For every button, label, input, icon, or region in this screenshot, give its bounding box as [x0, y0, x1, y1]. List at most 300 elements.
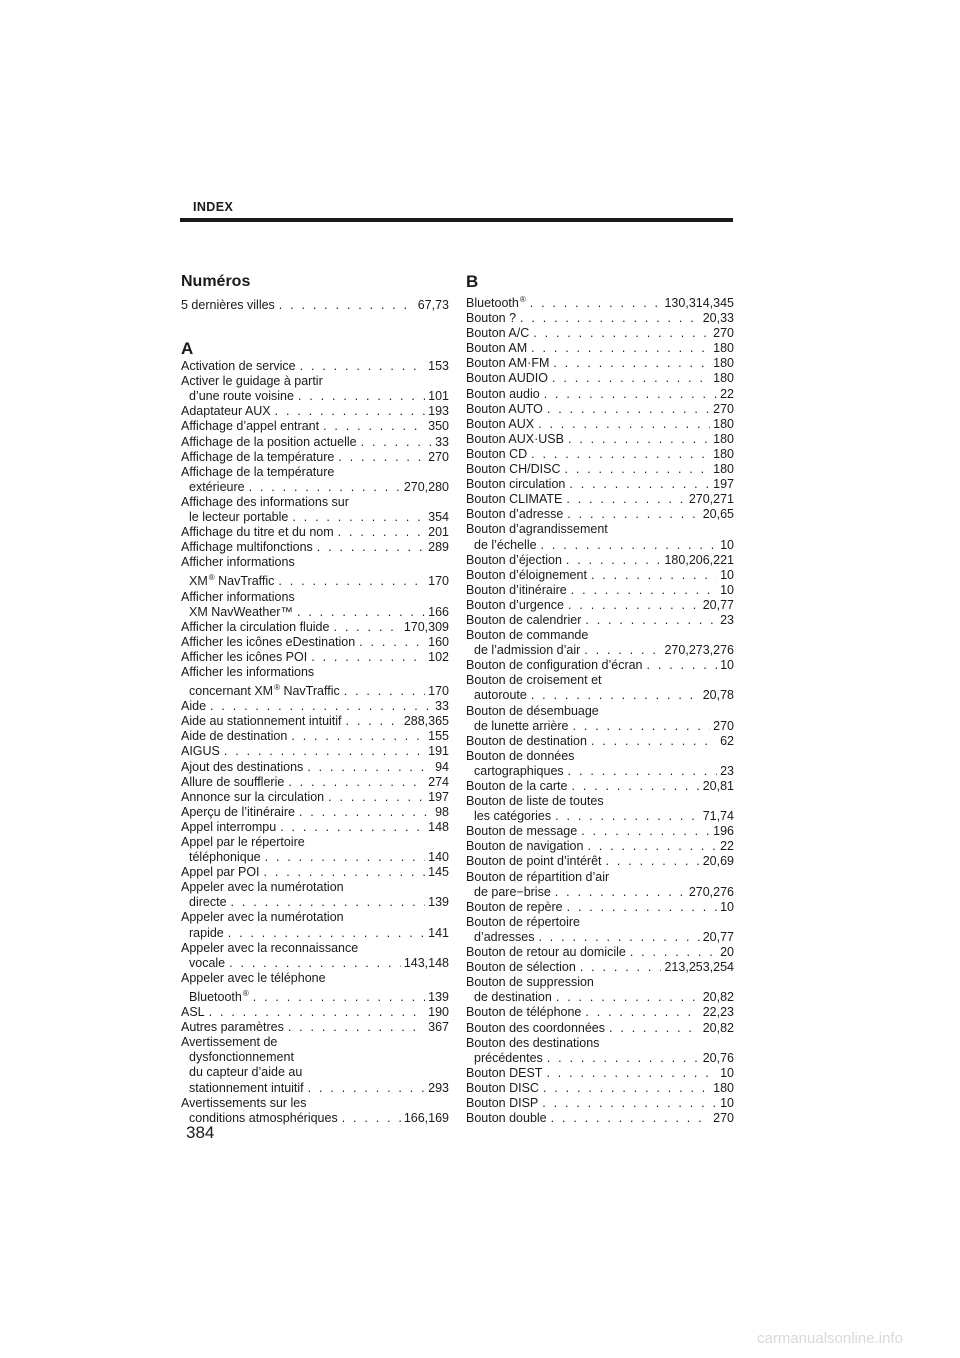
index-entry-line [181, 1020, 449, 1035]
index-term: Bouton CLIMATE [466, 492, 563, 507]
page-references: 270,273,276 [664, 643, 734, 658]
index-entry-line [466, 990, 734, 1005]
index-entry-line [181, 820, 449, 835]
page-references: 141 [428, 925, 449, 940]
index-entry [466, 673, 734, 703]
index-entry-line [466, 613, 734, 628]
page-references: 94 [435, 759, 449, 774]
dot-leader [338, 1111, 401, 1126]
index-entry [181, 729, 449, 744]
page-references: 160 [428, 634, 449, 649]
page-references: 270 [713, 326, 734, 341]
header-rule [180, 218, 733, 222]
page-references: 180 [713, 356, 734, 371]
index-entry-line [466, 583, 734, 598]
index-entry-line-continued [181, 1065, 449, 1080]
dot-leader [643, 658, 718, 673]
index-term: de l’échelle [474, 537, 537, 552]
dot-leader [340, 684, 425, 699]
page-references: 153 [428, 359, 449, 374]
index-entry-line [181, 680, 449, 699]
index-entry [466, 839, 734, 854]
index-term: Appeler avec la numérotation [181, 910, 344, 925]
index-entry-line-continued [181, 555, 449, 570]
index-term: stationnement intuitif [189, 1080, 304, 1095]
index-term: Bouton AM [466, 341, 528, 356]
index-term: Ajout des destinations [181, 759, 304, 774]
dot-leader [205, 1005, 426, 1020]
index-entry [466, 960, 734, 975]
section-heading: B [466, 272, 479, 291]
page-references: 170 [428, 574, 449, 589]
index-entry-line [466, 462, 734, 477]
index-term: Aide au stationnement intuitif [181, 714, 342, 729]
dot-leader [565, 477, 710, 492]
index-entry [181, 880, 449, 910]
index-term: Bouton d’éjection [466, 552, 562, 567]
page-references: 139 [428, 895, 449, 910]
index-entry [181, 555, 449, 589]
index-entry [466, 292, 734, 311]
page-references: 180 [713, 446, 734, 461]
dot-leader [342, 714, 401, 729]
index-term: Autres paramètres [181, 1020, 284, 1035]
dot-leader [538, 1096, 717, 1111]
page-references: 289 [428, 540, 449, 555]
index-entry-line-continued [466, 704, 734, 719]
index-entry [466, 462, 734, 477]
index-entry [181, 699, 449, 714]
index-term: Adaptateur AUX [181, 404, 271, 419]
index-entry [466, 326, 734, 341]
dot-leader [562, 553, 662, 568]
dot-leader [534, 417, 710, 432]
index-entry [466, 402, 734, 417]
index-term: Affichage de la position actuelle [181, 434, 357, 449]
index-entry-line [466, 341, 734, 356]
index-entry-line-continued [181, 941, 449, 956]
dot-leader [227, 895, 426, 910]
index-entry-line [181, 635, 449, 650]
dot-leader [275, 298, 415, 313]
index-term: du capteur d’aide au [189, 1065, 303, 1080]
index-entry-line [466, 553, 734, 568]
page-references: 20,77 [702, 929, 734, 944]
index-entry [466, 779, 734, 794]
index-entry [466, 522, 734, 552]
page-references: 33 [435, 434, 449, 449]
dot-leader [225, 956, 401, 971]
page-references: 139 [428, 989, 449, 1004]
index-entry-line [466, 1081, 734, 1096]
index-entry-line [466, 492, 734, 507]
dot-leader [581, 1005, 699, 1020]
index-term: Appeler avec la reconnaissance [181, 940, 359, 955]
dot-leader [548, 371, 710, 386]
index-entry-line [466, 292, 734, 311]
index-term: Affichage multifonctions [181, 540, 313, 555]
page-references: 148 [428, 819, 449, 834]
dot-leader [626, 945, 717, 960]
index-entry-line [181, 570, 449, 589]
dot-leader [303, 760, 432, 775]
index-entry-line [181, 790, 449, 805]
index-entry-line-continued [181, 590, 449, 605]
index-entry-line [181, 1111, 449, 1126]
index-term: XM® NavTraffic [189, 573, 275, 589]
index-entry [181, 635, 449, 650]
index-entry-line [466, 945, 734, 960]
index-term: autoroute [474, 688, 527, 703]
dot-leader [567, 779, 699, 794]
index-term: Bouton DISP [466, 1095, 539, 1110]
watermark-text: carmanualsonline.info [757, 1330, 903, 1347]
dot-leader [549, 356, 710, 371]
dot-leader [206, 699, 432, 714]
index-entry [181, 820, 449, 835]
section-heading: Numéros [181, 273, 251, 290]
index-entry-line [466, 432, 734, 447]
index-entry [466, 417, 734, 432]
index-entry-line [181, 450, 449, 465]
page-references: 166,169 [403, 1110, 449, 1125]
index-entry-line [181, 760, 449, 775]
dot-leader [245, 480, 401, 495]
dot-leader [293, 605, 425, 620]
index-term: ASL [181, 1005, 205, 1020]
index-entry [181, 805, 449, 820]
index-entry [466, 915, 734, 945]
index-entry [181, 1035, 449, 1095]
index-entry-line [466, 930, 734, 945]
page-references: 22 [720, 839, 734, 854]
dot-leader [581, 613, 717, 628]
index-term: Bouton CD [466, 446, 528, 461]
index-term: Avertissements sur les [181, 1095, 307, 1110]
index-term: Affichage de la température [181, 464, 335, 479]
index-entry-line [466, 477, 734, 492]
index-entry [466, 1005, 734, 1020]
index-term: Bouton d’éloignement [466, 567, 587, 582]
page-references: 98 [435, 804, 449, 819]
index-term: Bouton de calendrier [466, 612, 582, 627]
dot-leader [295, 805, 432, 820]
index-term: Bouton de répartition d’air [466, 869, 610, 884]
index-entry [466, 628, 734, 658]
index-entry-line-continued [466, 794, 734, 809]
index-entry-line [181, 865, 449, 880]
index-entry-line [466, 734, 734, 749]
index-entry [466, 794, 734, 824]
index-entry-line [466, 764, 734, 779]
page-references: 10 [720, 1095, 734, 1110]
index-entry [466, 1081, 734, 1096]
index-entry-line [181, 510, 449, 525]
dot-leader [529, 326, 710, 341]
index-entry [466, 945, 734, 960]
index-term: précédentes [474, 1050, 543, 1065]
index-entry-line [181, 956, 449, 971]
index-term: Afficher informations [181, 589, 295, 604]
index-entry-line [466, 1096, 734, 1111]
registered-mark: ® [274, 683, 280, 693]
index-entry-line-continued [466, 975, 734, 990]
dot-leader [543, 402, 710, 417]
index-entry [466, 356, 734, 371]
page-references: 10 [720, 899, 734, 914]
index-term: Bouton de liste de toutes [466, 794, 604, 809]
index-term: Affichage de la température [181, 449, 335, 464]
page-references: 170 [428, 684, 449, 699]
index-entry [181, 525, 449, 540]
dot-leader [547, 1111, 711, 1126]
page-references: 23 [720, 612, 734, 627]
index-term: Bouton de téléphone [466, 1005, 582, 1020]
index-term: Bluetooth® [466, 295, 526, 310]
index-term: Bluetooth® [189, 988, 249, 1004]
index-entry-line [466, 1005, 734, 1020]
index-term: Allure de soufflerie [181, 774, 285, 789]
page-references: 354 [428, 510, 449, 525]
page-references: 270,271 [688, 492, 734, 507]
index-term: de pare−brise [474, 884, 551, 899]
dot-leader [534, 930, 699, 945]
index-entry-line [181, 729, 449, 744]
index-entry [466, 387, 734, 402]
index-entry-line [466, 688, 734, 703]
index-entry-line [181, 359, 449, 374]
index-term: Appel par POI [181, 865, 260, 880]
index-term: Bouton de désembuage [466, 703, 599, 718]
index-entry-line-continued [181, 910, 449, 925]
index-entry-line-continued [181, 971, 449, 986]
index-entry-line [466, 1066, 734, 1081]
dot-leader [543, 1051, 700, 1066]
dot-leader [284, 775, 425, 790]
page-references: 180 [713, 431, 734, 446]
index-term: téléphonique [189, 850, 261, 865]
dot-leader [319, 419, 425, 434]
registered-mark: ® [242, 988, 249, 998]
page-references: 180,206,221 [664, 552, 734, 567]
index-term: cartographiques [474, 763, 564, 778]
dot-leader [516, 311, 700, 326]
page-references: 180 [713, 341, 734, 356]
index-entry-line-continued [466, 522, 734, 537]
index-term: Bouton circulation [466, 477, 566, 492]
dot-leader [564, 432, 710, 447]
index-term: Bouton de message [466, 824, 578, 839]
index-term: Bouton de commande [466, 628, 589, 643]
index-term: Bouton ? [466, 311, 517, 326]
index-term: Appel par le répertoire [181, 835, 305, 849]
index-entry [181, 374, 449, 404]
dot-leader [355, 635, 425, 650]
index-entry-line [466, 402, 734, 417]
index-entry [181, 714, 449, 729]
page-references: 22,23 [702, 1005, 734, 1020]
index-term: Afficher les informations [181, 664, 315, 679]
index-term: Bouton AUTO [466, 401, 543, 416]
index-term: Bouton des destinations [466, 1035, 600, 1050]
index-term: Activation de service [181, 359, 296, 374]
page-references: 166 [428, 604, 449, 619]
index-entry-line [466, 885, 734, 900]
dot-leader [287, 729, 425, 744]
page-references: 10 [720, 582, 734, 597]
index-entry [181, 620, 449, 635]
index-term: rapide [189, 925, 224, 940]
page-references: 180 [713, 462, 734, 477]
index-entry [466, 900, 734, 915]
index-entry-line [466, 854, 734, 869]
index-entry [181, 359, 449, 374]
index-entry [181, 435, 449, 450]
page-references: 20,76 [702, 1050, 734, 1065]
index-term: Bouton de destination [466, 733, 587, 748]
page-references: 155 [428, 729, 449, 744]
index-entry [181, 465, 449, 495]
dot-leader [304, 1081, 425, 1096]
page-number: 384 [186, 1123, 215, 1142]
index-term: 5 dernières villes [181, 298, 275, 312]
index-term: Bouton d’urgence [466, 597, 564, 612]
index-entry-line [181, 419, 449, 434]
page-references: 22 [720, 386, 734, 401]
page-references: 270,276 [688, 884, 734, 899]
index-entry [181, 775, 449, 790]
index-entry-line [466, 538, 734, 553]
index-term: Bouton AUX [466, 416, 535, 431]
page-references: 20 [720, 945, 734, 960]
page-references: 197 [713, 477, 734, 492]
page-references: 102 [428, 649, 449, 664]
page-references: 180 [713, 1080, 734, 1095]
page-references: 270,280 [403, 479, 449, 494]
index-entry-line [466, 447, 734, 462]
index-term: Bouton de suppression [466, 975, 594, 990]
index-term: Bouton d’agrandissement [466, 522, 608, 537]
index-entry-line-continued [181, 465, 449, 480]
page-references: 20,33 [702, 311, 734, 326]
dot-leader [526, 296, 662, 311]
index-entry [466, 854, 734, 869]
index-entry [181, 790, 449, 805]
page-references: 20,69 [702, 854, 734, 869]
index-entry-line-continued [466, 1036, 734, 1051]
dot-leader [580, 643, 661, 658]
index-entry-line [181, 620, 449, 635]
index-term: conditions atmosphériques [189, 1110, 338, 1125]
index-entry-line-continued [181, 665, 449, 680]
index-column-left [181, 272, 449, 1126]
index-term: Afficher les icônes eDestination [181, 634, 356, 649]
index-entry-line [181, 850, 449, 865]
index-entry [466, 371, 734, 386]
index-entry-line [466, 839, 734, 854]
page-references: 193 [428, 404, 449, 419]
dot-leader [324, 790, 425, 805]
dot-leader [576, 960, 662, 975]
dot-leader [552, 990, 700, 1005]
page-references: 270 [428, 449, 449, 464]
index-entry [181, 971, 449, 1005]
index-entry [466, 824, 734, 839]
index-term: Bouton d’adresse [466, 507, 564, 522]
index-entry [466, 507, 734, 522]
index-entry [181, 590, 449, 620]
index-entry-line [181, 650, 449, 665]
index-entry [466, 704, 734, 734]
index-term: AIGUS [181, 744, 220, 759]
page-references: 23 [720, 763, 734, 778]
dot-leader [260, 865, 426, 880]
index-entry-line [466, 643, 734, 658]
index-entry [466, 975, 734, 1005]
index-term: Bouton des coordonnées [466, 1020, 605, 1035]
index-entry [181, 650, 449, 665]
index-entry-line [181, 714, 449, 729]
index-entry-line [466, 417, 734, 432]
page-references: 180 [713, 371, 734, 386]
index-entry-line [466, 356, 734, 371]
index-term: Bouton AUDIO [466, 371, 548, 386]
index-entry-line [466, 900, 734, 915]
index-entry [181, 404, 449, 419]
index-term: Afficher la circulation fluide [181, 619, 330, 634]
page-references: 197 [428, 789, 449, 804]
page-references: 71,74 [702, 809, 734, 824]
registered-mark: ® [208, 573, 215, 583]
index-term: concernant XM® NavTraffic [189, 683, 340, 699]
index-entry-line [466, 507, 734, 522]
page-references: 143,148 [403, 955, 449, 970]
index-entry-line [466, 387, 734, 402]
index-term: Bouton de croisement et [466, 673, 602, 688]
dot-leader [334, 450, 425, 465]
index-entry-line-continued [181, 1096, 449, 1111]
index-term: Afficher informations [181, 555, 295, 570]
index-term: Bouton de données [466, 748, 575, 763]
index-entry [181, 419, 449, 434]
index-entry-line [181, 926, 449, 941]
index-entry [181, 865, 449, 880]
page-references: 20,81 [702, 779, 734, 793]
index-entry-line-continued [466, 915, 734, 930]
index-term: Bouton de la carte [466, 779, 568, 793]
page-references: 180 [713, 416, 734, 431]
dot-leader [577, 824, 710, 839]
index-term: Bouton DISC [466, 1080, 539, 1095]
dot-leader [357, 435, 433, 450]
index-entry-line-continued [466, 870, 734, 885]
index-entry-line-continued [466, 673, 734, 688]
index-column-right [466, 272, 734, 1126]
index-entry [181, 450, 449, 465]
index-term: directe [189, 895, 227, 910]
page-references: 10 [720, 658, 734, 673]
index-entry-line-continued [181, 835, 449, 850]
dot-leader [276, 820, 425, 835]
index-term: de l’admission d’air [474, 643, 581, 658]
dot-leader [560, 462, 710, 477]
dot-leader [567, 583, 717, 598]
page-references: 33 [435, 699, 449, 714]
index-entry-line [466, 809, 734, 824]
index-term: Bouton de configuration d’écran [466, 658, 643, 673]
dot-leader [542, 1066, 717, 1081]
index-entry-line [181, 1081, 449, 1096]
